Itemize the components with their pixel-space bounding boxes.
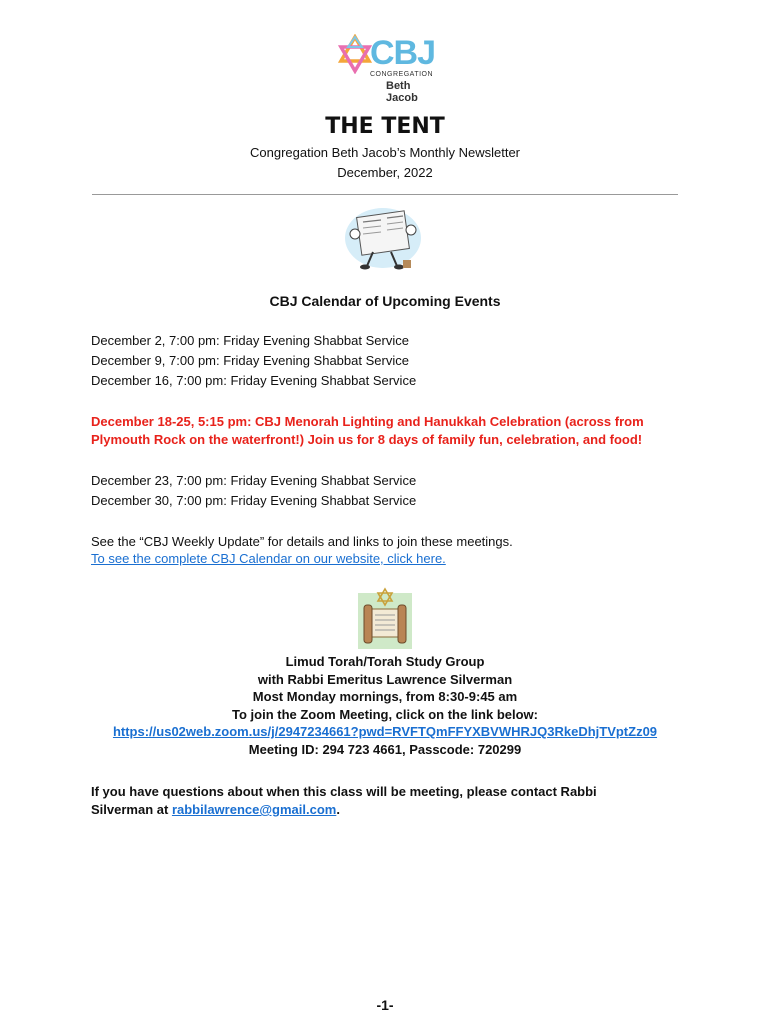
logo-congregation: CONGREGATION	[370, 71, 434, 78]
logo-mark: CBJ	[370, 34, 436, 72]
weekly-update-note: See the “CBJ Weekly Update” for details and links to join these meetings.	[91, 534, 513, 549]
page-number: -1-	[376, 997, 394, 1013]
study-group-schedule: Most Monday mornings, from 8:30-9:45 am	[252, 689, 518, 704]
newspaper-clipart-icon	[343, 204, 423, 274]
torah-scroll-clipart-icon	[358, 587, 412, 649]
zoom-instructions: To join the Zoom Meeting, click on the link below:	[232, 706, 538, 722]
newsletter-title: THE TENT	[325, 114, 445, 139]
contact-suffix: .	[336, 802, 340, 817]
study-group-title: Limud Torah/Torah Study Group	[285, 654, 485, 669]
rabbi-email-link[interactable]: rabbilawrence@gmail.com	[171, 802, 337, 817]
hanukkah-event-line: December 18-25, 5:15 pm: CBJ Menorah Lighting and Hanukkah Celebration (across from	[91, 414, 644, 429]
zoom-meeting-id: Meeting ID: 294 723 4661, Passcode: 720299	[248, 741, 522, 757]
contact-prefix: Silverman at	[91, 802, 172, 817]
contact-line: If you have questions about when this class will be meeting, please contact Rabbi	[91, 784, 597, 799]
event-line: December 9, 7:00 pm: Friday Evening Shabbat Service	[91, 353, 409, 368]
zoom-meeting-link[interactable]: https://us02web.zoom.us/j/2947234661?pwd=RVFTQmFFYXBVWHRJQ3RkeDhjTVptZz09	[112, 724, 658, 739]
hanukkah-event-line: Plymouth Rock on the waterfront!) Join us for 8 days of family fun, celebration, and food!	[91, 432, 643, 447]
event-line: December 16, 7:00 pm: Friday Evening Shabbat Service	[91, 373, 417, 388]
event-line: December 23, 7:00 pm: Friday Evening Shabbat Service	[91, 473, 417, 488]
newsletter-date: December, 2022	[337, 165, 433, 180]
study-group-rabbi: with Rabbi Emeritus Lawrence Silverman	[257, 671, 513, 687]
cbj-logo	[338, 34, 438, 104]
event-line: December 2, 7:00 pm: Friday Evening Shabbat Service	[91, 333, 409, 348]
event-line: December 30, 7:00 pm: Friday Evening Shabbat Service	[91, 493, 417, 508]
calendar-heading: CBJ Calendar of Upcoming Events	[269, 293, 501, 309]
star-of-david-icon	[338, 34, 372, 74]
newsletter-subtitle: Congregation Beth Jacob’s Monthly Newsletter	[249, 145, 521, 160]
calendar-website-link[interactable]: To see the complete CBJ Calendar on our website, click here.	[91, 551, 446, 566]
contact-line-2	[91, 801, 340, 819]
logo-beth-jacob: Beth Jacob	[386, 80, 418, 104]
header-divider	[92, 194, 678, 195]
